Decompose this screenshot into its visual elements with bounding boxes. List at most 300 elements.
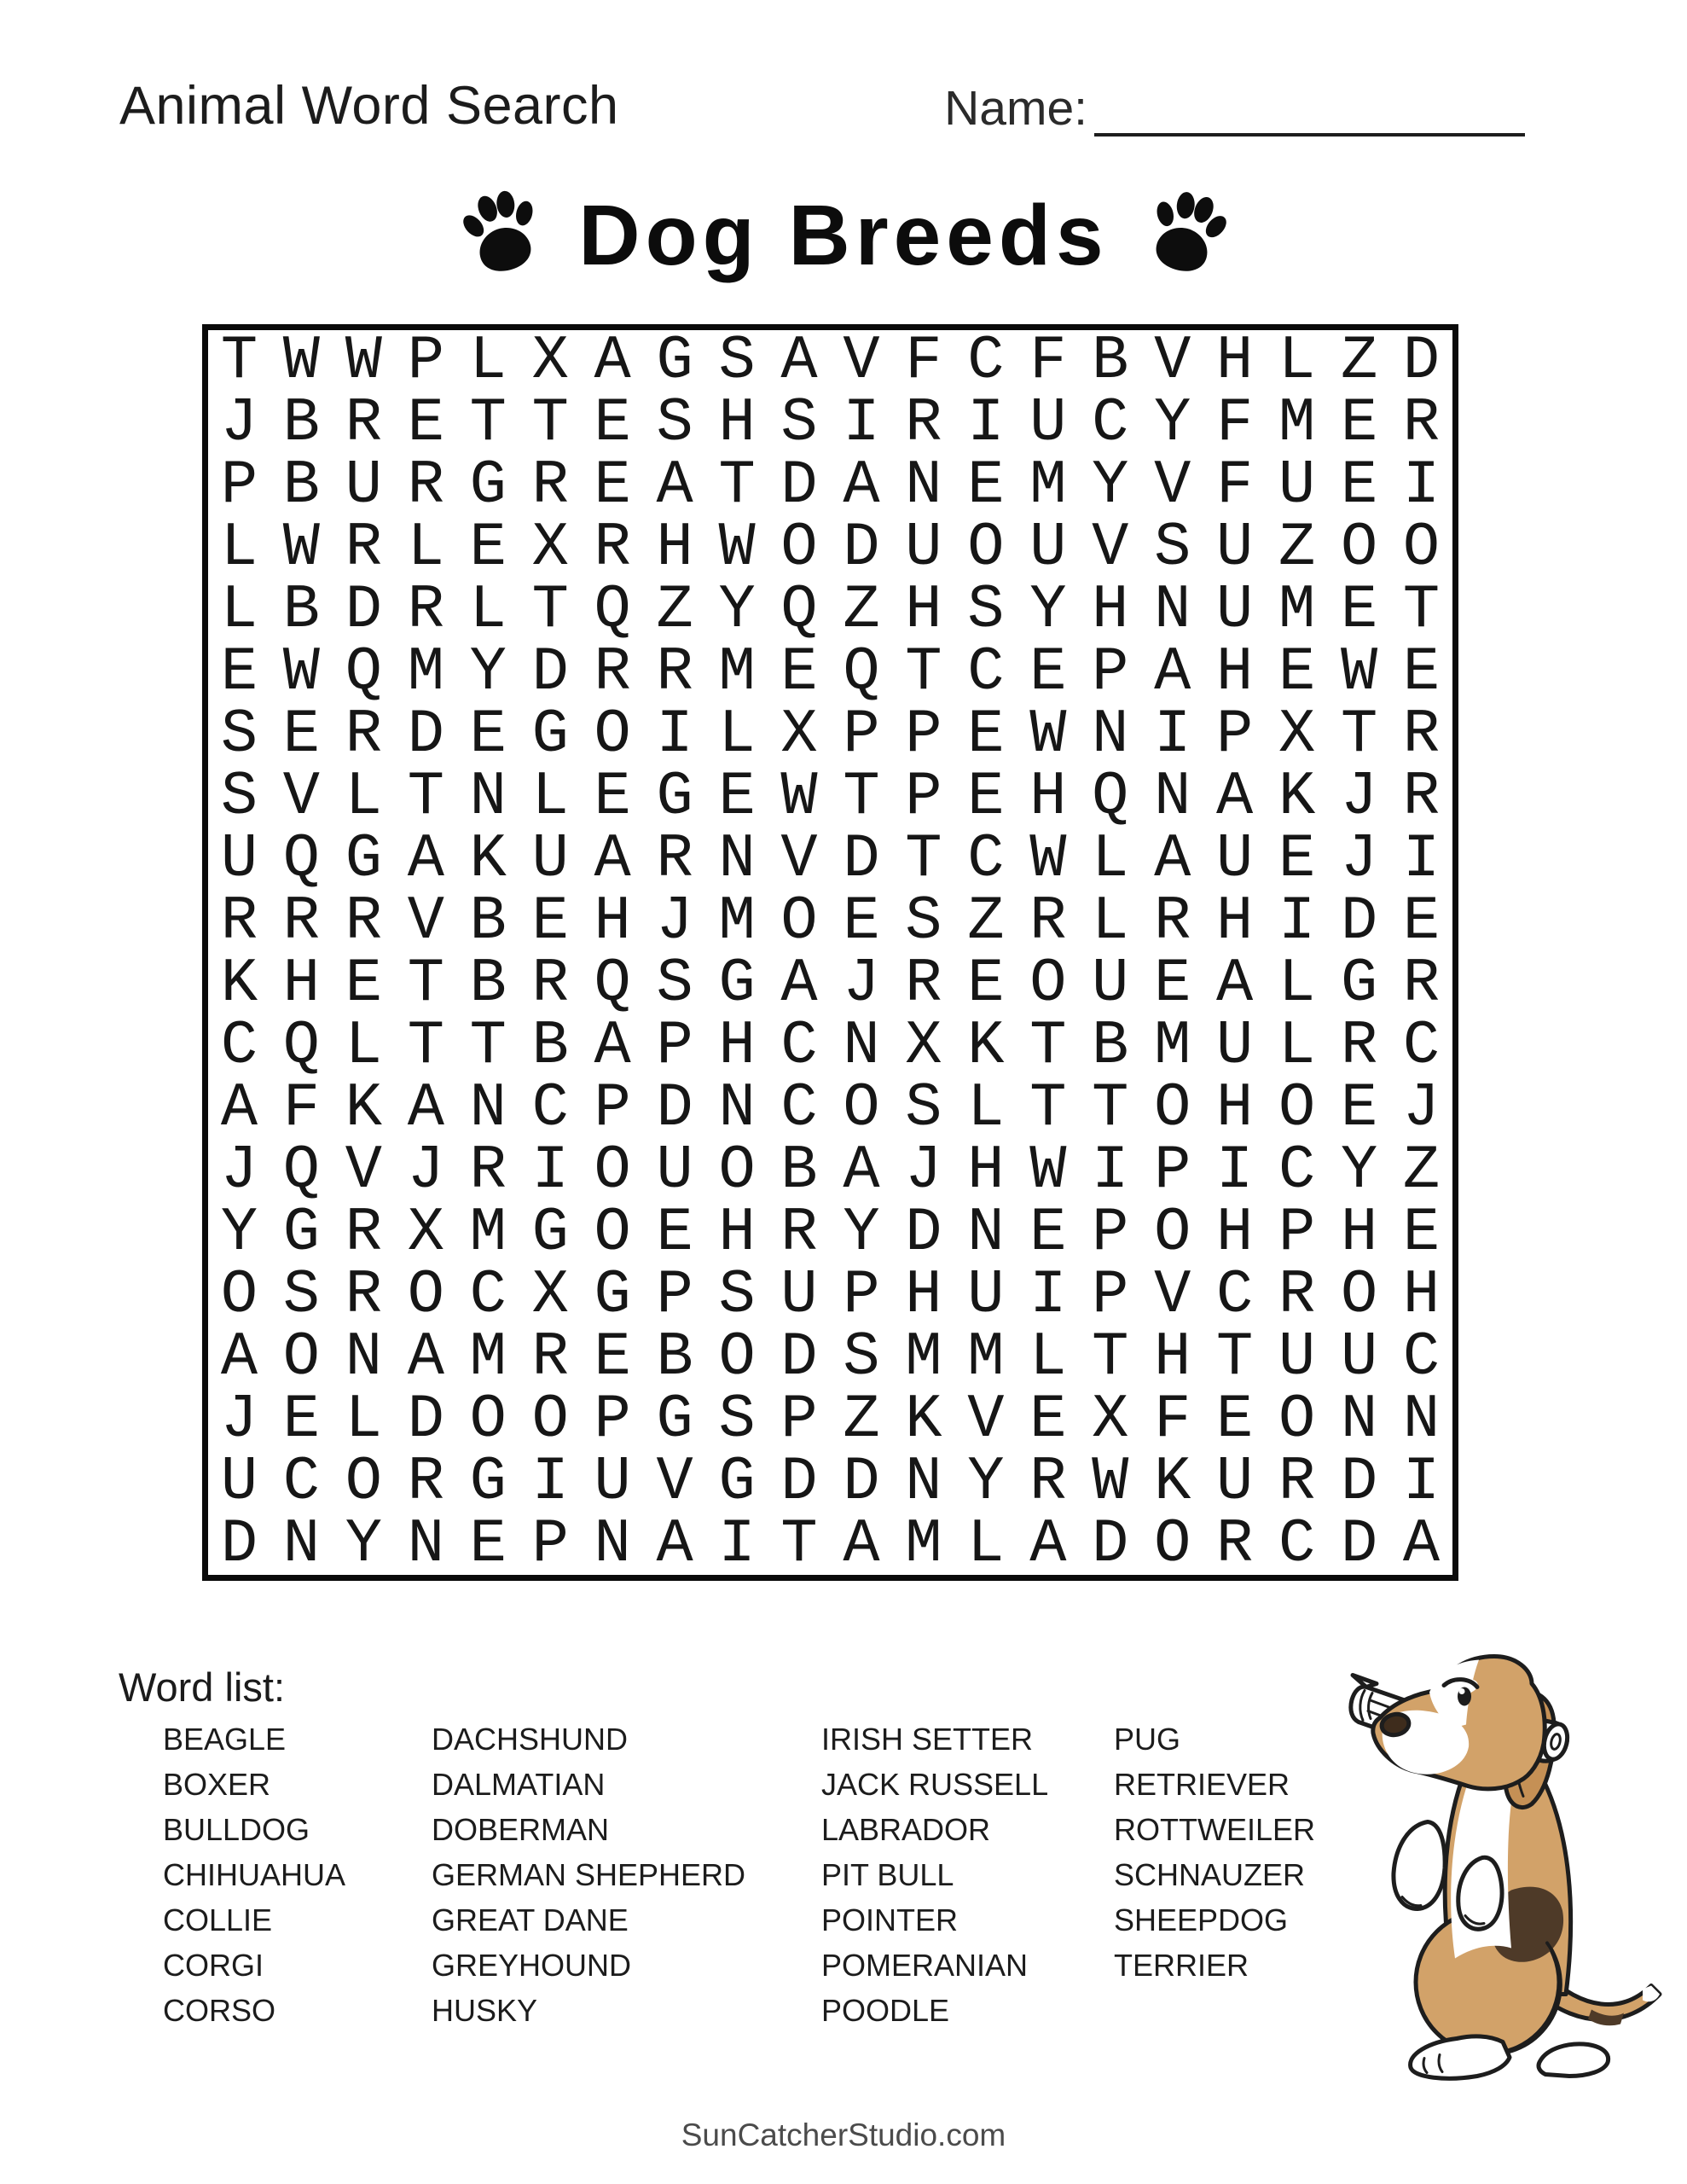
grid-cell: C [1216,1259,1254,1330]
grid-cell: L [345,762,382,833]
grid-cell: R [1216,1508,1254,1579]
grid-cell: X [407,1197,444,1268]
grid-cell: E [1402,886,1441,957]
grid-cell: E [1402,1197,1441,1268]
grid-cell: E [594,762,631,833]
word-list-item: BULLDOG [163,1812,310,1847]
grid-cell: A [594,824,631,895]
grid-cell: A [220,1072,258,1143]
grid-cell: B [1092,1010,1129,1081]
grid-cell: O [1154,1072,1191,1143]
word-list-item: SCHNAUZER [1114,1857,1306,1892]
grid-cell: K [220,948,258,1019]
grid-cell: E [1154,948,1191,1019]
grid-cell: M [469,1321,507,1392]
grid-cell: H [1154,1321,1191,1392]
grid-cell: R [1029,1446,1067,1517]
grid-cell: W [1029,824,1067,895]
grid-cell: M [407,637,444,708]
grid-cell: I [656,700,693,770]
dog-far-foot [1539,2044,1609,2077]
grid-cell: V [967,1384,1005,1455]
grid-cell: S [718,1259,756,1330]
grid-cell: M [718,886,756,957]
grid-cell: N [718,1072,756,1143]
grid-cell: O [1340,513,1378,584]
grid-cell: Q [594,948,631,1019]
grid-cell: Y [1029,575,1067,646]
grid-cell: R [594,637,631,708]
grid-cell: E [220,637,258,708]
grid-cell: E [1402,637,1441,708]
grid-cell: D [407,1384,444,1455]
grid-cell: S [780,388,818,459]
grid-cell: J [905,1135,942,1205]
grid-cell: P [1092,637,1129,708]
grid-cell: Z [656,575,693,646]
grid-cell: E [656,1197,693,1268]
grid-cell: E [1029,1384,1067,1455]
grid-cell: M [1154,1010,1191,1081]
grid-cell: V [780,824,818,895]
grid-cell: O [1340,1259,1378,1330]
grid-cell: R [1278,1259,1316,1330]
grid-cell: W [718,513,756,584]
grid-cell: L [967,1072,1005,1143]
grid-cell: P [531,1508,569,1579]
word-list-item: COLLIE [163,1902,273,1937]
grid-cell: W [345,326,382,397]
grid-cell: G [469,1446,507,1517]
grid-cell: R [1402,762,1441,833]
grid-cell: J [220,388,258,459]
grid-cell: H [905,1259,942,1330]
grid-cell: K [905,1384,942,1455]
grid-cell: L [345,1010,382,1081]
grid-cell: E [282,1384,321,1455]
grid-cell: A [1216,762,1254,833]
grid-cell: C [967,824,1005,895]
grid-cell: C [469,1259,507,1330]
grid-cell: V [345,1135,382,1205]
grid-cell: E [1278,824,1316,895]
grid-cell: M [718,637,756,708]
beagle-with-newspaper-illustration [1327,1641,1685,2092]
grid-cell: D [780,450,818,521]
grid-cell: R [407,575,444,646]
grid-cell: A [1154,824,1191,895]
grid-cell: B [282,450,321,521]
grid-cell: D [407,700,444,770]
grid-cell: A [843,1508,880,1579]
grid-cell: E [1340,575,1378,646]
grid-cell: T [1029,1072,1067,1143]
grid-cell: U [345,450,382,521]
word-list-item: POODLE [821,1993,950,2028]
grid-cell: E [1029,637,1067,708]
grid-cell: F [905,326,942,397]
worksheet-title: Animal Word Search [119,76,619,136]
grid-cell: G [718,948,756,1019]
grid-cell: U [1029,388,1067,459]
grid-cell: E [1340,1072,1378,1143]
grid-cell: W [1340,637,1378,708]
grid-cell: D [1402,326,1441,397]
grid-cell: T [780,1508,818,1579]
grid-cell: K [469,824,507,895]
grid-cell: A [656,1508,693,1579]
grid-cell: Z [843,575,880,646]
grid-cell: L [1029,1321,1067,1392]
grid-cell: P [594,1072,631,1143]
grid-cell: T [469,1010,507,1081]
grid-cell: Q [780,575,818,646]
grid-cell: O [594,700,631,770]
grid-cell: E [967,948,1005,1019]
grid-cell: C [1402,1321,1441,1392]
grid-cell: D [1340,886,1378,957]
footer-website: SunCatcherStudio.com [681,2117,1006,2152]
word-list-item: RETRIEVER [1114,1767,1290,1802]
grid-cell: V [407,886,444,957]
grid-cell: P [220,450,258,521]
grid-cell: U [1278,450,1316,521]
word-list-item: TERRIER [1114,1948,1249,1983]
grid-cell: W [282,513,321,584]
grid-cell: I [1402,1446,1441,1517]
grid-cell: B [780,1135,818,1205]
grid-cell: S [718,326,756,397]
grid-cell: Q [1092,762,1129,833]
grid-cell: C [1278,1135,1316,1205]
grid-cell: G [282,1197,321,1268]
grid-cell: T [1216,1321,1254,1392]
grid-cell: A [780,948,818,1019]
grid-cell: D [843,513,880,584]
grid-cell: R [905,388,942,459]
grid-cell: L [1092,824,1129,895]
grid-cell: A [1402,1508,1441,1579]
grid-cell: R [594,513,631,584]
word-list-item: LABRADOR [821,1812,991,1847]
grid-cell: E [1278,637,1316,708]
grid-cell: P [656,1259,693,1330]
grid-cell: L [1278,326,1316,397]
grid-cell: P [780,1384,818,1455]
grid-cell: A [407,824,444,895]
grid-cell: E [967,450,1005,521]
grid-cell: H [967,1135,1005,1205]
grid-cell: H [1216,637,1254,708]
grid-cell: X [1092,1384,1129,1455]
word-list-heading: Word list: [119,1664,285,1710]
grid-cell: N [1402,1384,1441,1455]
grid-cell: V [1154,450,1191,521]
grid-cell: R [345,1197,382,1268]
word-list-item: SHEEPDOG [1114,1902,1289,1937]
grid-cell: E [407,388,444,459]
grid-cell: R [1278,1446,1316,1517]
grid-cell: D [780,1321,818,1392]
grid-cell: O [1402,513,1441,584]
word-list-item: BEAGLE [163,1722,287,1757]
grid-cell: W [282,637,321,708]
grid-cell: O [780,513,818,584]
word-list-column [821,1716,1048,2033]
grid-cell: Z [1340,326,1378,397]
grid-cell: N [1154,575,1191,646]
grid-cell: I [1029,1259,1067,1330]
grid-cell: L [967,1508,1005,1579]
grid-cell: B [282,575,321,646]
grid-cell: C [780,1010,818,1081]
grid-cell: I [1154,700,1191,770]
grid-cell: U [1216,513,1254,584]
grid-cell: W [1029,1135,1067,1205]
grid-cell: A [780,326,818,397]
grid-cell: P [1092,1259,1129,1330]
grid-cell: B [469,948,507,1019]
grid-cell: F [282,1072,321,1143]
grid-cell: I [1402,824,1441,895]
grid-cell: P [1216,700,1254,770]
grid-cell: G [718,1446,756,1517]
grid-cell: E [718,762,756,833]
grid-cell: A [656,450,693,521]
grid-cell: L [469,575,507,646]
word-list-item: CHIHUAHUA [163,1857,346,1892]
grid-cell: L [1278,1010,1316,1081]
grid-cell: O [967,513,1005,584]
grid-cell: I [843,388,880,459]
grid-cell: L [220,513,258,584]
grid-cell: K [1154,1446,1191,1517]
grid-cell: T [905,824,942,895]
grid-cell: N [282,1508,321,1579]
grid-cell: G [594,1259,631,1330]
grid-cell: N [905,1446,942,1517]
grid-cell: P [1092,1197,1129,1268]
grid-cell: U [1092,948,1129,1019]
grid-cell: O [594,1197,631,1268]
grid-cell: G [656,762,693,833]
grid-cell: T [531,575,569,646]
dog-head [1373,1657,1545,1789]
grid-cell: U [1216,575,1254,646]
dog-near-foot [1411,2036,1510,2078]
grid-cell: Q [843,637,880,708]
grid-cell: X [905,1010,942,1081]
grid-cell: T [1092,1321,1129,1392]
grid-cell: U [1216,1010,1254,1081]
grid-cell: A [1029,1508,1067,1579]
grid-cell: U [1216,824,1254,895]
grid-cell: J [1340,762,1378,833]
grid-cell: U [531,824,569,895]
grid-cell: O [718,1135,756,1205]
grid-cell: H [718,1197,756,1268]
grid-cell: V [282,762,321,833]
grid-cell: I [1216,1135,1254,1205]
word-list-item: PIT BULL [821,1857,954,1892]
grid-cell: H [1216,886,1254,957]
grid-cell: R [345,700,382,770]
grid-cell: S [843,1321,880,1392]
grid-cell: A [843,1135,880,1205]
grid-cell: D [656,1072,693,1143]
grid-cell: N [1092,700,1129,770]
word-list-column [1114,1716,1315,1988]
grid-cell: E [594,1321,631,1392]
grid-cell: R [282,886,321,957]
grid-cell: E [469,700,507,770]
word-list-item: JACK RUSSELL [821,1767,1049,1802]
grid-cell: O [345,1446,382,1517]
grid-cell: F [1029,326,1067,397]
grid-cell: M [1278,575,1316,646]
grid-cell: N [718,824,756,895]
grid-cell: K [345,1072,382,1143]
grid-cell: R [531,450,569,521]
grid-cell: J [1402,1072,1441,1143]
grid-cell: R [345,513,382,584]
grid-cell: U [594,1446,631,1517]
grid-cell: J [407,1135,444,1205]
grid-cell: S [282,1259,321,1330]
grid-cell: P [905,762,942,833]
word-list-item: IRISH SETTER [821,1722,1034,1757]
grid-cell: D [345,575,382,646]
grid-cell: C [220,1010,258,1081]
grid-cell: O [1154,1197,1191,1268]
grid-cell: E [531,886,569,957]
grid-cell: V [1154,1259,1191,1330]
grid-cell: M [905,1508,942,1579]
grid-cell: D [1092,1508,1129,1579]
grid-cell: U [1278,1321,1316,1392]
grid-cell: H [656,513,693,584]
grid-cell: N [345,1321,382,1392]
grid-cell: A [1154,637,1191,708]
grid-cell: S [656,388,693,459]
grid-cell: O [220,1259,258,1330]
grid-cell: Y [1154,388,1191,459]
grid-cell: E [1340,388,1378,459]
grid-cell: D [220,1508,258,1579]
grid-cell: R [656,824,693,895]
grid-cell: M [1278,388,1316,459]
grid-cell: C [1402,1010,1441,1081]
grid-cell: C [1092,388,1129,459]
grid-cell: Q [282,1010,321,1081]
grid-cell: O [1278,1384,1316,1455]
grid-cell: H [282,948,321,1019]
grid-cell: R [407,1446,444,1517]
grid-cell: L [345,1384,382,1455]
grid-cell: N [469,1072,507,1143]
grid-cell: W [1029,700,1067,770]
grid-cell: J [656,886,693,957]
grid-cell: U [780,1259,818,1330]
grid-cell: X [531,1259,569,1330]
grid-cell: R [531,1321,569,1392]
grid-cell: R [345,388,382,459]
grid-cell: D [780,1446,818,1517]
grid-cell: S [656,948,693,1019]
grid-cell: Y [220,1197,258,1268]
grid-cell: Q [282,824,321,895]
grid-cell: N [407,1508,444,1579]
grid-cell: E [843,886,880,957]
grid-cell: S [718,1384,756,1455]
word-list-item: DOBERMAN [432,1812,610,1847]
grid-cell: U [1216,1446,1254,1517]
grid-cell: H [1340,1197,1378,1268]
grid-cell: M [905,1321,942,1392]
grid-cell: S [967,575,1005,646]
grid-cell: L [1092,886,1129,957]
grid-cell: H [1402,1259,1441,1330]
grid-cell: L [220,575,258,646]
grid-cell: Y [469,637,507,708]
grid-cell: T [407,1010,444,1081]
grid-cell: P [1154,1135,1191,1205]
grid-cell: H [1216,1072,1254,1143]
grid-cell: R [531,948,569,1019]
grid-cell: E [967,700,1005,770]
grid-cell: N [1154,762,1191,833]
grid-cell: S [905,886,942,957]
grid-cell: X [780,700,818,770]
grid-cell: Q [345,637,382,708]
grid-cell: H [718,388,756,459]
grid-cell: I [1402,450,1441,521]
grid-cell: E [1340,450,1378,521]
grid-cell: V [843,326,880,397]
grid-cell: U [656,1135,693,1205]
grid-cell: G [1340,948,1378,1019]
grid-cell: E [469,513,507,584]
grid-cell: Y [718,575,756,646]
grid-cell: C [780,1072,818,1143]
grid-cell: R [1340,1010,1378,1081]
grid-cell: G [656,326,693,397]
grid-cell: F [1216,388,1254,459]
grid-cell: E [1029,1197,1067,1268]
grid-cell: Q [594,575,631,646]
grid-cell: R [780,1197,818,1268]
grid-cell: R [1402,388,1441,459]
grid-cell: R [1402,700,1441,770]
grid-cell: D [1340,1446,1378,1517]
grid-cell: C [967,637,1005,708]
grid-cell: G [469,450,507,521]
grid-cell: T [220,326,258,397]
grid-cell: X [531,326,569,397]
grid-cell: O [1154,1508,1191,1579]
grid-cell: O [407,1259,444,1330]
grid-cell: A [407,1072,444,1143]
grid-cell: X [531,513,569,584]
grid-cell: N [843,1010,880,1081]
grid-cell: W [282,326,321,397]
word-list-item: GREAT DANE [432,1902,629,1937]
grid-cell: E [1216,1384,1254,1455]
grid-cell: F [1216,450,1254,521]
grid-cell: R [407,450,444,521]
grid-cell: U [1029,513,1067,584]
grid-cell: P [407,326,444,397]
